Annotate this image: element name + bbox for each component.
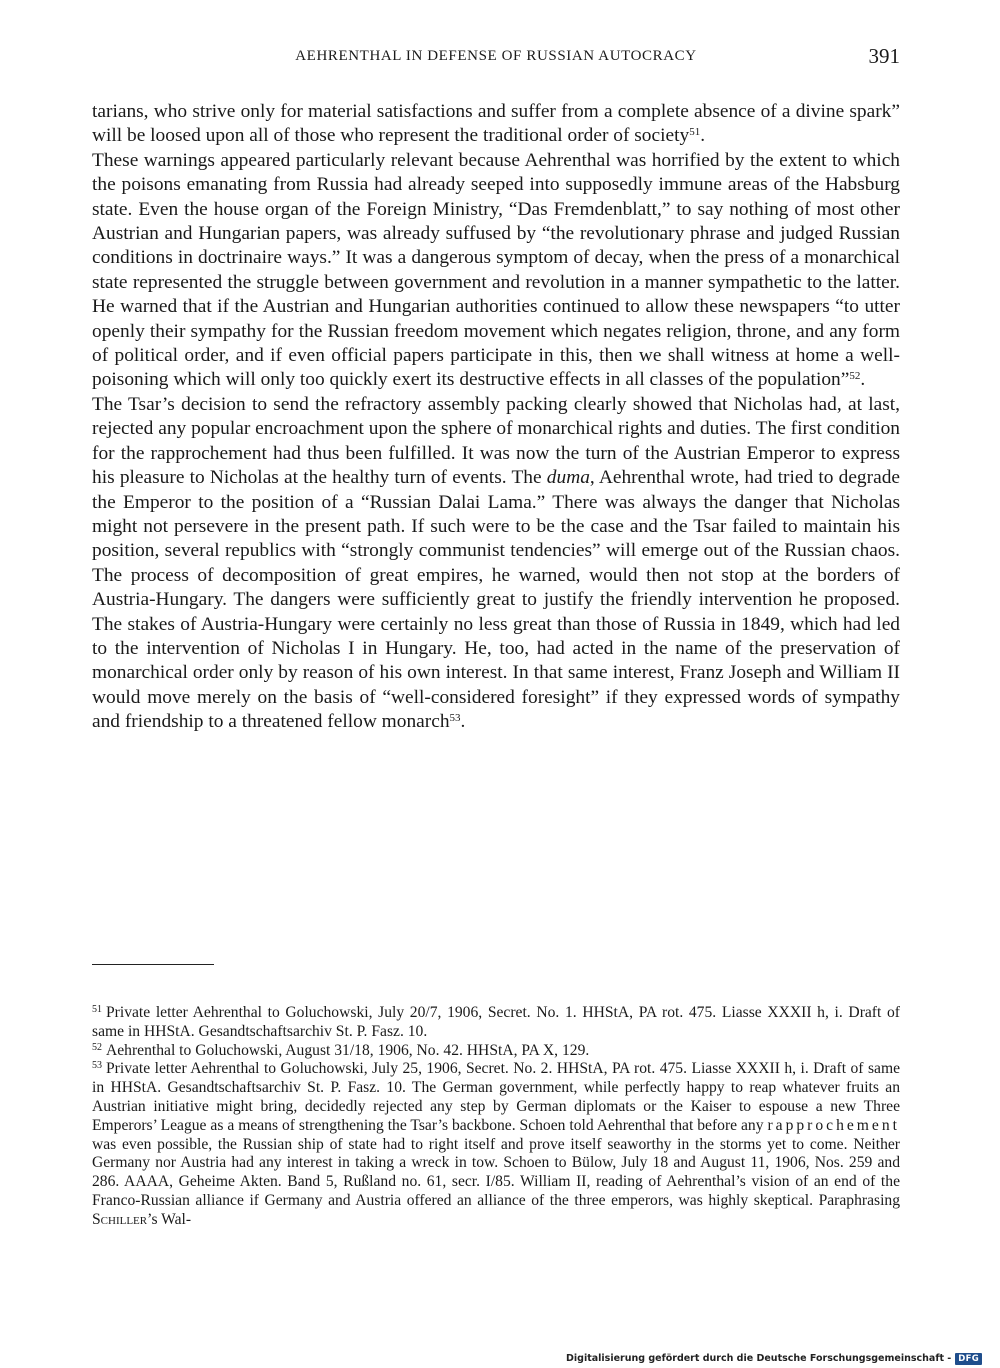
dfg-logo-icon: DFG xyxy=(955,1353,982,1365)
footnote-53-mark: 53 xyxy=(92,1060,102,1072)
paragraph-1-text: tarians, who strive only for material satisfactions and suffer from a complete absence of a divine spark” will be loosed upon all of those who represent the traditional order of society xyxy=(92,101,900,147)
footnote-53-text-a: Private letter Aehrenthal to Goluchowski, July 25, 1906, Secret. No. 2. HHStA, PA rot. 475. Liasse XXXII h, i. Draft of same in HHStA. Gesandtschaftsarchiv St. P. Fasz. 10. The German government, while perfectly happy to reap whatever fruits an Austrian initiative might bring, decidedly rejected any step by German diplomats or the Kaiser to espouse a new Three Emperors’ League as a means of strengthening the Tsar’s backbone. Schoen told Aehrenthal that before any xyxy=(92,1060,900,1134)
paragraph-3-text-b: , Aehrenthal wrote, had tried to degrade the Emperor to the position of a “Russian Dalai Lama.” There was always the danger that Nicholas might not persevere in the present path. If such were to be the case and the Tsar failed to maintain his position, several republics with “strongly communist tendencies” will emerge out of the Russian chaos. The process of decomposition of great empires, he warned, would then not stop at the borders of Austria-Hungary. The dangers were sufficiently great to justify the friendly intervention he proposed. The stakes of Austria-Hungary were certainly no less great than those of Russia in 1849, which had led to the intervention of Nicholas I in Hungary. He, too, had acted in the name of the preservation of monarchical order only by reason of his own interest. In that same interest, Franz Joseph and William II would move merely on the basis of “well-considered foresight” if they expressed words of sympathy and friendship to a threatened fellow monarch xyxy=(92,467,900,733)
page-number: 391 xyxy=(868,44,900,68)
footnote-51-mark: 51 xyxy=(92,1004,102,1015)
footnote-51 xyxy=(92,1004,900,1042)
footnote-ref-51[interactable]: 51 xyxy=(689,126,701,139)
footnote-51-text: Private letter Aehrenthal to Goluchowski, July 20/7, 1906, Secret. No. 1. HHStA, PA rot. 475. Liasse XXXII h, i. Draft of same in HHStA. Gesandtschaftsarchiv St. P. Fasz. 10. xyxy=(92,1004,900,1040)
footnote-divider xyxy=(92,964,214,965)
footnote-53-small-caps-name: Schiller xyxy=(92,1210,148,1228)
footnote-52-text: Aehrenthal to Goluchowski, August 31/18, 1906, No. 42. HHStA, PA X, 129. xyxy=(106,1041,590,1059)
duma-term: duma xyxy=(546,467,590,489)
paragraph-2-end: . xyxy=(860,369,866,391)
paragraph-3-end: . xyxy=(460,711,466,733)
footnote-ref-53[interactable]: 53 xyxy=(449,712,461,725)
paragraph-3-text-a: The Tsar’s decision to send the refractory assembly packing clearly showed that Nicholas had, at last, rejected any popular encroachment upon the sphere of monarchical rights and duties. The first condition for the rapprochement had thus been fulfilled. It was now the turn of the Austrian Emperor to express his pleasure to Nicholas at the healthy turn of events. The xyxy=(92,393,900,489)
footnote-52-mark: 52 xyxy=(92,1041,102,1053)
footnote-ref-52[interactable]: 52 xyxy=(849,370,861,383)
running-title: AEHRENTHAL IN DEFENSE OF RUSSIAN AUTOCRACY xyxy=(295,48,697,64)
paragraph-2 xyxy=(92,149,900,393)
paragraph-1 xyxy=(92,100,900,149)
footnote-53-spaced-word: rapprochement xyxy=(767,1116,900,1134)
paragraph-3 xyxy=(92,393,900,735)
digitization-credit xyxy=(566,1352,982,1365)
running-header xyxy=(92,44,900,74)
footnote-53-text-c: ’s Wal- xyxy=(147,1210,192,1228)
footnote-53-text-b: was even possible, the Russian ship of state had to right itself and prove itself seaworthy in the storms yet to come. Neither Germany nor Austria had any interest in taking a wreck in tow. Schoen to Bülow, July 18 and August 11, 1906, Nos. 259 and 286. AAAA, Geheime Akten. Band 5, Rußland no. 61, secr. I/85. William II, reading of Aehrenthal’s vision of an end of the Franco-Russian alliance if Germany and Austria offered an alliance of the three emperors, was highly skeptical. Paraphrasing xyxy=(92,1135,900,1209)
footnote-53 xyxy=(92,1060,900,1229)
body-text xyxy=(92,100,900,735)
footnotes xyxy=(92,1004,900,1230)
paragraph-1-end: . xyxy=(700,125,706,147)
digitization-credit-text: Digitalisierung gefördert durch die Deutsche Forschungsgemeinschaft - xyxy=(566,1353,952,1364)
footnote-52 xyxy=(92,1042,900,1061)
paragraph-2-text: These warnings appeared particularly relevant because Aehrenthal was horrified by the extent to which the poisons emanating from Russia had already seeped into supposedly immune areas of the Habsburg state. Even the house organ of the Foreign Ministry, “Das Fremdenblatt,” to say nothing of most other Austrian and Hungarian papers, was already suffused by “the revolutionary phrase and judged Russian conditions in doctrinaire ways.” It was a dangerous symptom of decay, when the press of a monarchical state represented the struggle between government and revolution in a manner sympathetic to the latter. He warned that if the Austrian and Hungarian authorities continued to allow these newspapers “to utter openly their sympathy for the Russian freedom movement which negates religion, throne, and any form of political order, and if even official papers participate in this, then we shall witness at home a well-poisoning which will only too quickly exert its destructive effects in all classes of the population” xyxy=(92,149,900,391)
